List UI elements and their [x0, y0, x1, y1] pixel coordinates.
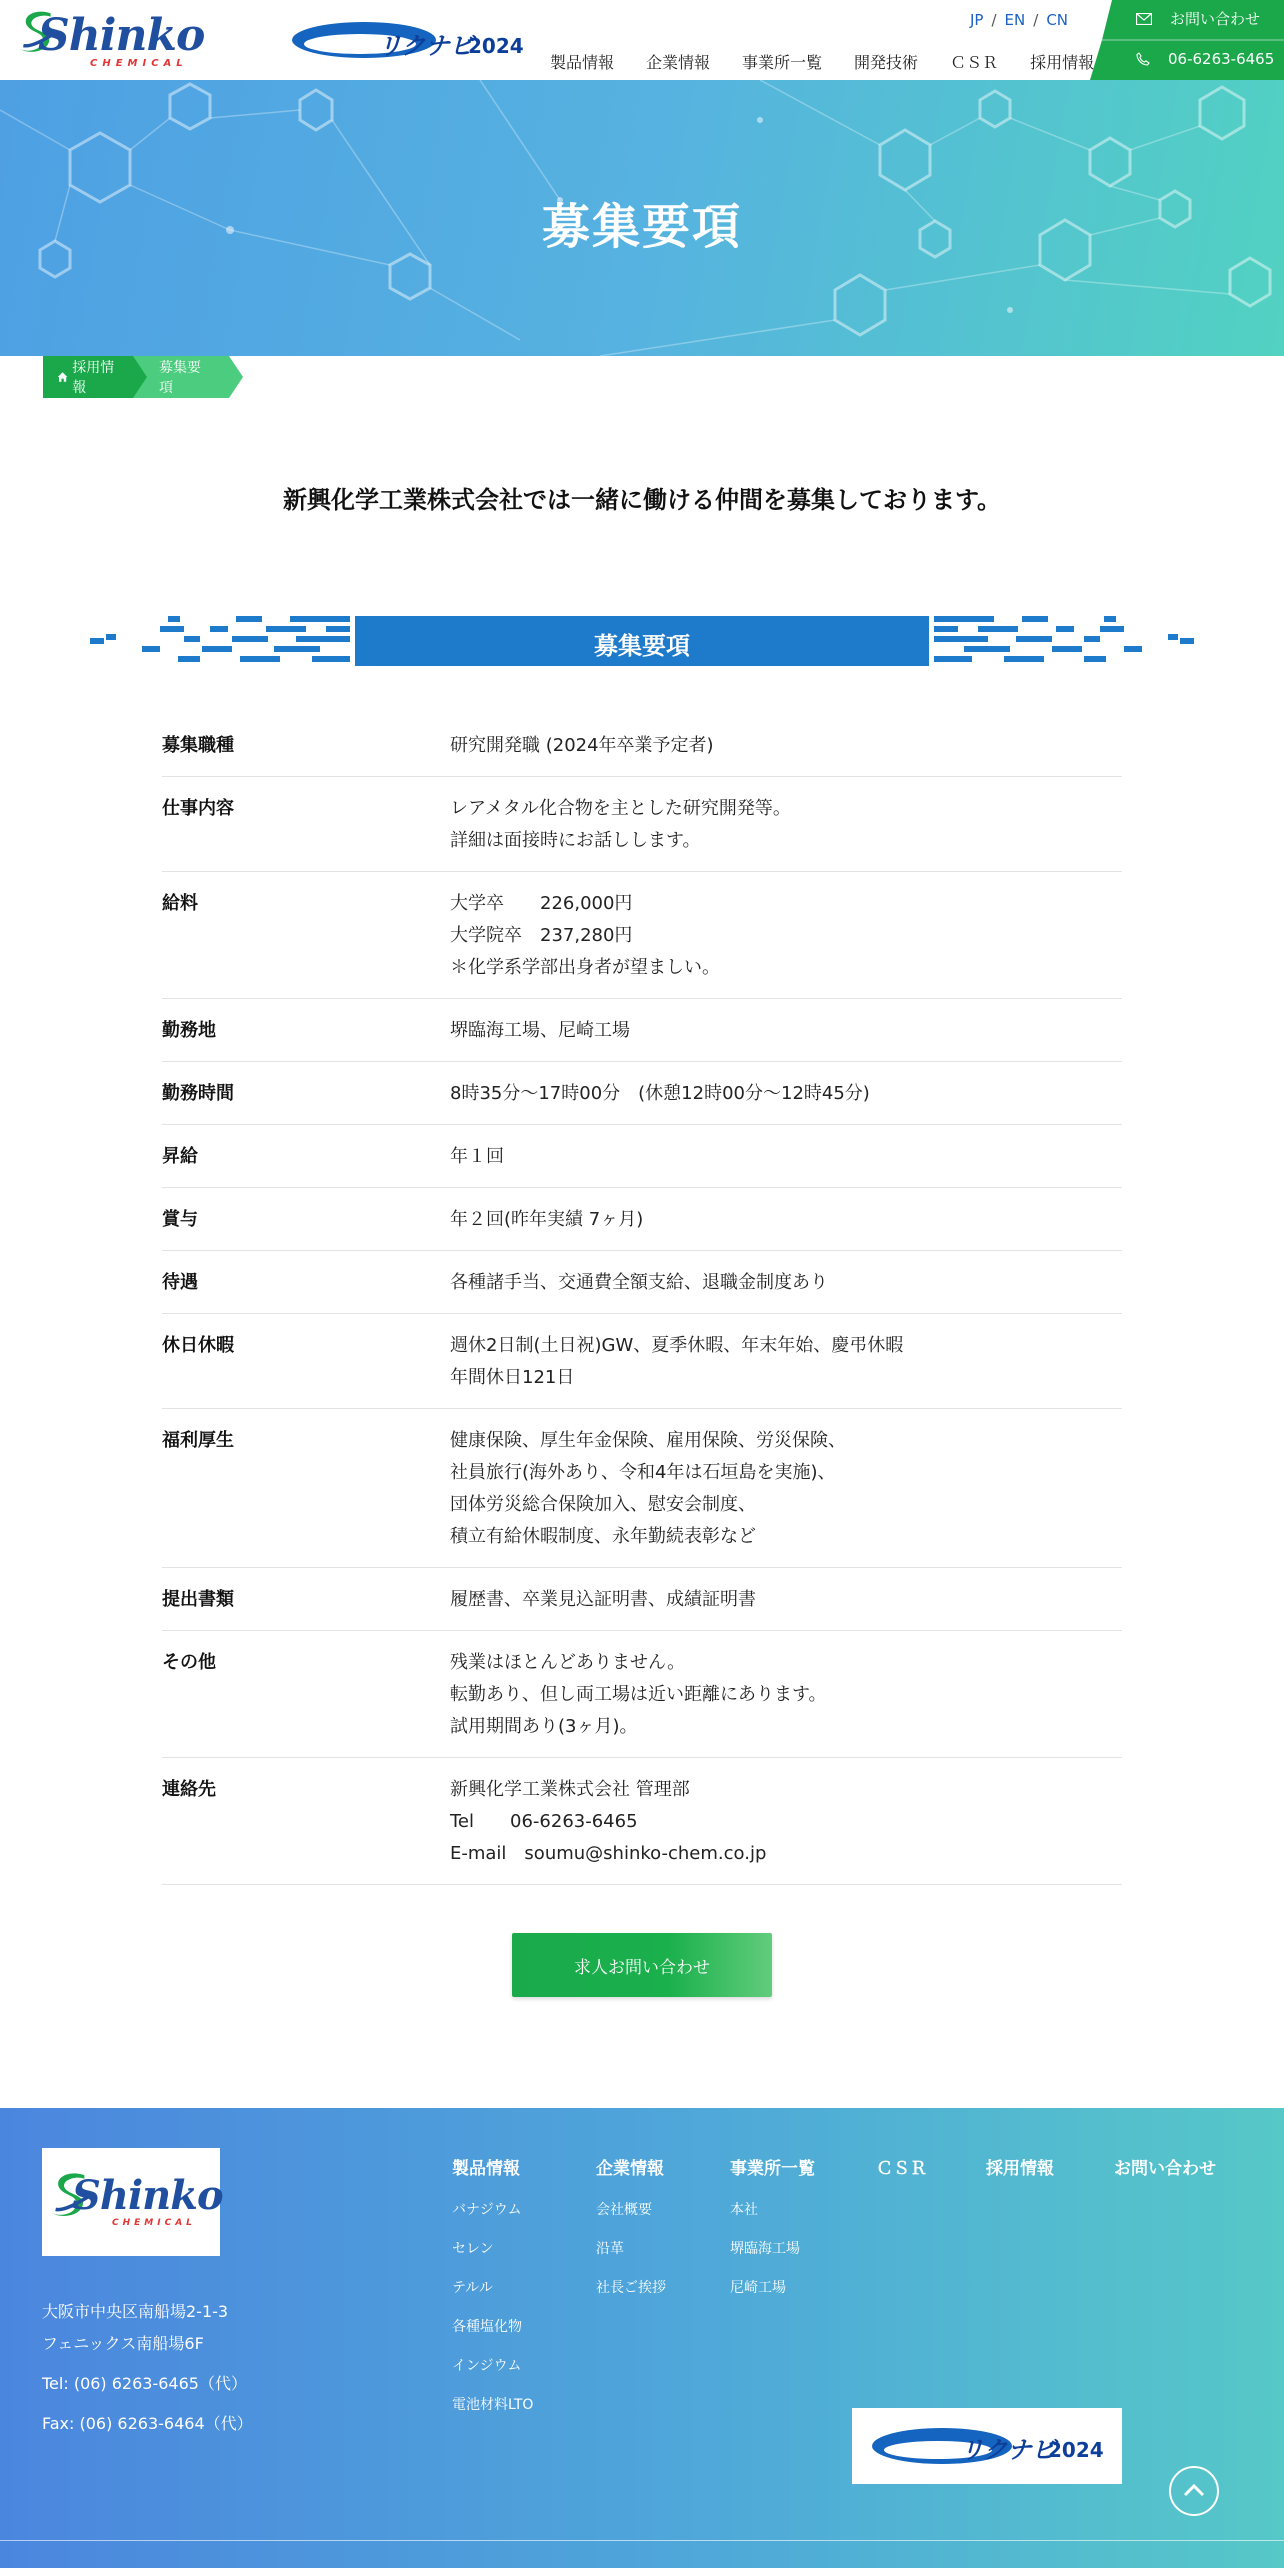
table-row: [162, 1568, 1122, 1631]
footer-nav-link[interactable]: バナジウム: [452, 2202, 522, 2218]
footer-nav-column: [452, 2154, 533, 2425]
row-label: 連絡先: [162, 1779, 216, 1800]
lang-jp[interactable]: JP: [970, 11, 984, 29]
address-line-2: フェニックス南船場6F: [42, 2334, 204, 2353]
lead-text: 新興化学工業株式会社では一緒に働ける仲間を募集しております。: [282, 486, 1002, 514]
hero-banner: [0, 80, 1284, 356]
site-header: [0, 0, 1284, 80]
lang-cn[interactable]: CN: [1046, 11, 1069, 29]
row-value-line: 健康保険、厚生年金保険、雇用保険、労災保険、: [450, 1430, 846, 1451]
row-value-line: 積立有給休暇制度、永年勤続表彰など: [450, 1526, 756, 1547]
footer-nav-heading[interactable]: お問い合わせ: [1114, 2159, 1216, 2179]
row-value-line: 年２回(昨年実績 7ヶ月): [450, 1209, 644, 1230]
row-value: [450, 1267, 1122, 1299]
language-switcher: [970, 11, 1068, 29]
row-value-line: 大学院卒 237,280円: [450, 925, 633, 946]
table-row: [162, 1062, 1122, 1125]
row-label: 勤務地: [162, 1020, 216, 1041]
row-value: [450, 1078, 1122, 1110]
site-footer: [0, 2108, 1284, 2568]
footer-logo-subtext: CHEMICAL: [112, 2218, 196, 2228]
row-value-line: 残業はほとんどありません。: [450, 1652, 686, 1673]
row-value-line: 社員旅行(海外あり、令和4年は石垣島を実施)、: [450, 1462, 836, 1483]
footer-nav-column: [596, 2154, 666, 2308]
footer-logo[interactable]: [42, 2148, 223, 2256]
footer-nav-link[interactable]: 本社: [730, 2202, 758, 2218]
footer-nav-heading[interactable]: ＣＳＲ: [876, 2159, 927, 2179]
row-value-line: 団体労災総合保険加入、慰安会制度、: [450, 1494, 756, 1515]
rikunabi-text: リクナビ: [378, 32, 474, 60]
table-row: [162, 1758, 1122, 1885]
footer-nav-column: [730, 2154, 815, 2308]
rikunabi-year: 2024: [468, 34, 524, 58]
table-row: [162, 1251, 1122, 1314]
page-top-button[interactable]: [1169, 2466, 1219, 2516]
requirements-table: [162, 714, 1122, 1885]
section-title: 募集要項: [594, 632, 690, 660]
global-nav: [550, 50, 1094, 73]
table-row: [162, 777, 1122, 872]
footer-logo-wordmark: Shinko: [72, 2172, 223, 2219]
nav-technology[interactable]: 開発技術: [854, 53, 919, 72]
header-contact: [1090, 0, 1284, 80]
row-label: 給料: [162, 893, 198, 914]
row-value-line: 年間休日121日: [450, 1367, 575, 1388]
nav-company[interactable]: 企業情報: [646, 53, 711, 72]
phone-icon: [1136, 52, 1150, 66]
footer-nav-link[interactable]: 会社概要: [596, 2202, 652, 2218]
table-row: [162, 1314, 1122, 1409]
row-label: 福利厚生: [162, 1430, 234, 1451]
row-value: [450, 888, 1122, 984]
row-value: [450, 1647, 1122, 1743]
footer-nav-heading[interactable]: 企業情報: [596, 2159, 664, 2179]
row-value-line: E-mail soumu@shinko-chem.co.jp: [450, 1843, 767, 1864]
row-value-line: 研究開発職 (2024年卒業予定者): [450, 735, 714, 756]
row-value-line: レアメタル化合物を主とした研究開発等。: [450, 798, 791, 819]
row-value: [450, 730, 1122, 762]
breadcrumb-current: [133, 356, 229, 398]
breadcrumb-current-label: 募集要項: [159, 360, 201, 396]
row-label: 休日休暇: [162, 1335, 234, 1356]
table-row: [162, 999, 1122, 1062]
lang-separator: /: [991, 11, 997, 29]
table-row: [162, 1188, 1122, 1251]
row-value: [450, 1204, 1122, 1236]
row-label: 募集職種: [162, 735, 234, 756]
row-value-line: 詳細は面接時にお話しします。: [450, 830, 701, 851]
footer-nav-heading[interactable]: 製品情報: [452, 2159, 520, 2179]
footer-tel: Tel: (06) 6263-6465（代）: [42, 2374, 247, 2393]
contact-label: お問い合わせ: [1170, 10, 1261, 28]
lang-separator: /: [1033, 11, 1039, 29]
section-heading: [90, 612, 1194, 668]
logo-wordmark: Shinko: [38, 10, 205, 61]
footer-fax: Fax: (06) 6263-6464（代）: [42, 2414, 253, 2433]
table-row: [162, 1631, 1122, 1758]
table-row: [162, 1125, 1122, 1188]
rikunabi-banner[interactable]: [292, 20, 522, 62]
shinko-logo[interactable]: [20, 6, 205, 69]
lang-en[interactable]: EN: [1004, 11, 1026, 29]
footer-nav-link[interactable]: 各種塩化物: [452, 2319, 522, 2335]
row-label: 待遇: [162, 1272, 198, 1293]
footer-nav-link[interactable]: 社長ご挨拶: [596, 2280, 666, 2296]
footer-nav-column: [1114, 2154, 1216, 2191]
row-value-line: 週休2日制(土日祝)GW、夏季休暇、年末年始、慶弔休暇: [450, 1335, 904, 1356]
row-value: [450, 793, 1122, 857]
footer-rikunabi-text: リクナビ: [960, 2436, 1056, 2464]
home-icon: [57, 370, 68, 384]
table-row: [162, 1409, 1122, 1568]
page-title: 募集要項: [541, 199, 742, 255]
row-value-line: 各種諸手当、交通費全額支給、退職金制度あり: [450, 1272, 828, 1293]
footer-nav-column: [986, 2154, 1054, 2191]
row-label: その他: [162, 1652, 216, 1673]
address-line-1: 大阪市中央区南船場2-1-3: [42, 2302, 229, 2321]
row-value: [450, 1141, 1122, 1173]
table-row: [162, 714, 1122, 777]
row-value-line: 試用期間あり(3ヶ月)。: [450, 1716, 638, 1737]
footer-nav-heading[interactable]: 採用情報: [986, 2159, 1054, 2179]
footer-nav-heading[interactable]: 事業所一覧: [730, 2159, 815, 2179]
row-value-line: 8時35分～17時00分 (休憩12時00分～12時45分): [450, 1083, 870, 1104]
footer-nav-link[interactable]: セレン: [452, 2241, 494, 2257]
breadcrumb-recruit[interactable]: [43, 356, 133, 398]
footer-nav-link[interactable]: テルル: [452, 2280, 493, 2296]
row-value: [450, 1584, 1122, 1616]
row-value-line: 新興化学工業株式会社 管理部: [450, 1779, 690, 1800]
row-label: 勤務時間: [162, 1083, 234, 1104]
nav-csr[interactable]: ＣＳＲ: [950, 53, 999, 72]
row-label: 昇給: [162, 1146, 198, 1167]
phone-number: 06-6263-6465: [1168, 50, 1275, 68]
footer-nav-column: [876, 2154, 927, 2191]
row-value: [450, 1015, 1122, 1047]
row-label: 賞与: [162, 1209, 198, 1230]
footer-divider: [0, 2540, 1284, 2541]
row-value-line: 堺臨海工場、尼崎工場: [450, 1020, 630, 1041]
logo-subtext: CHEMICAL: [90, 58, 188, 69]
row-label: 提出書類: [162, 1589, 234, 1610]
row-value-line: ＊化学系学部出身者が望ましい。: [450, 957, 720, 978]
footer-address: [42, 2296, 253, 2440]
row-value-line: Tel 06-6263-6465: [450, 1811, 638, 1832]
row-value-line: 年１回: [450, 1146, 504, 1167]
footer-nav-link[interactable]: 尼崎工場: [730, 2280, 786, 2296]
footer-nav-link[interactable]: インジウム: [452, 2358, 522, 2374]
footer-nav-link[interactable]: 電池材料LTO: [452, 2397, 534, 2413]
row-label: 仕事内容: [162, 798, 234, 819]
footer-nav-link[interactable]: 沿革: [596, 2241, 624, 2257]
chevron-up-icon: [1171, 2468, 1217, 2514]
nav-recruit[interactable]: 採用情報: [1030, 53, 1095, 72]
mail-icon: [1136, 13, 1152, 25]
phone-link[interactable]: [1136, 50, 1274, 68]
table-row: [162, 872, 1122, 999]
row-value: [450, 1774, 1122, 1870]
job-inquiry-button[interactable]: 求人お問い合わせ: [512, 1933, 772, 1997]
breadcrumb: [43, 356, 229, 398]
row-value-line: 転勤あり、但し両工場は近い距離にあります。: [450, 1684, 827, 1705]
contact-link[interactable]: [1136, 8, 1260, 29]
footer-rikunabi-year: 2024: [1048, 2438, 1104, 2462]
row-value-line: 履歴書、卒業見込証明書、成績証明書: [450, 1589, 756, 1610]
nav-offices[interactable]: 事業所一覧: [742, 53, 823, 72]
nav-products[interactable]: 製品情報: [550, 53, 615, 72]
row-value: [450, 1330, 1122, 1394]
row-value-line: 大学卒 226,000円: [450, 893, 633, 914]
row-value: [450, 1425, 1122, 1553]
breadcrumb-home-label: 採用情報: [72, 360, 115, 396]
footer-rikunabi-banner[interactable]: [852, 2408, 1122, 2484]
footer-nav-link[interactable]: 堺臨海工場: [730, 2241, 800, 2257]
